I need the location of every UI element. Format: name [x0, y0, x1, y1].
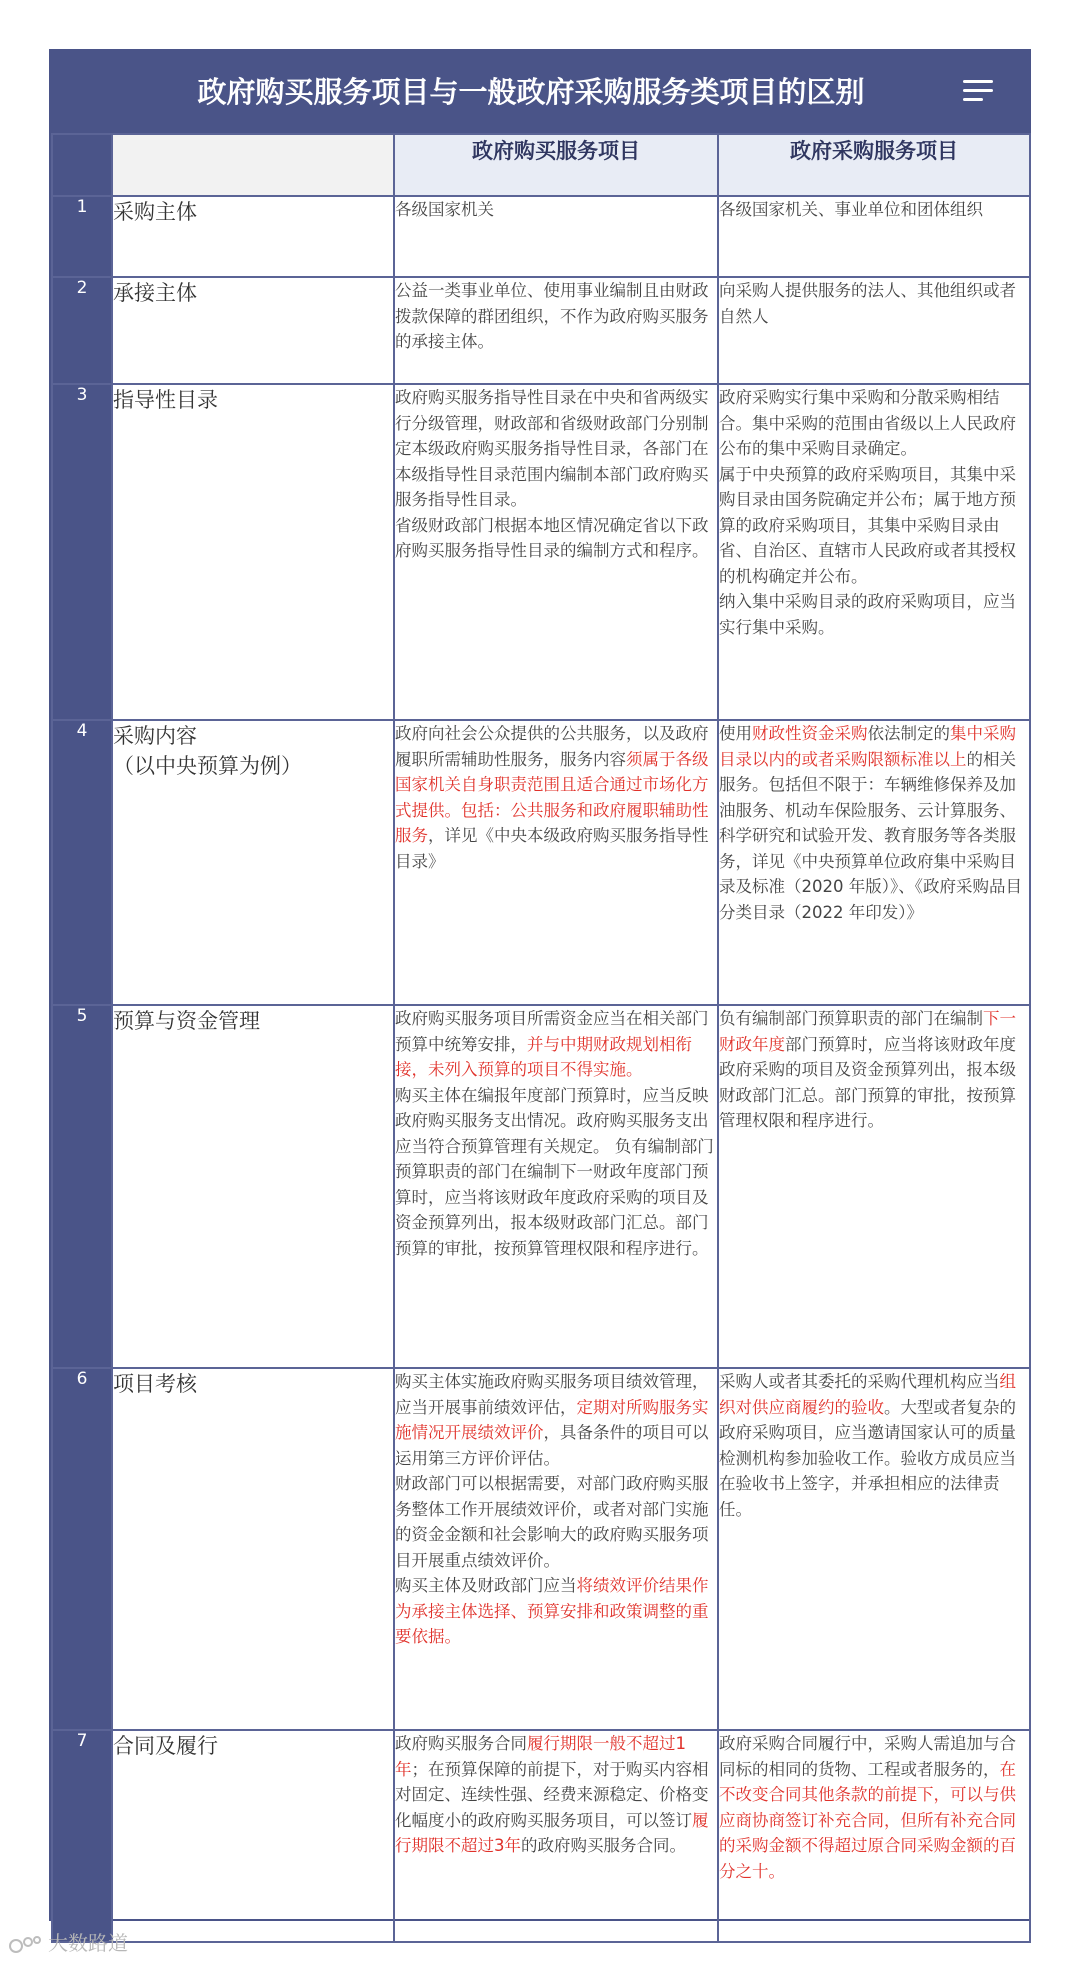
cell-text: 省级财政部门根据本地区情况确定省以下政府购买服务指导性目录的编制方式和程序。	[395, 515, 709, 560]
highlight-text: 履行期限一般不超过1年	[395, 1734, 686, 1779]
cell-text: 政府购买服务指导性目录在中央和省两级实行分级管理，财政部和省级财政部门分别制定本级政府购买服务指导性目录，各部门在本级指导性目录范围内编制本部门政府购买服务指导性目录。	[395, 388, 709, 509]
row-label: 采购内容	[113, 724, 197, 748]
cell-text: 使用	[719, 724, 752, 743]
highlight-text: 并与中期财政规划相衔接，未列入预算的项目不得实施。	[395, 1034, 692, 1079]
table-header-row	[52, 134, 1030, 196]
cell-text: 政府采购合同履行中，采购人需追加与合同标的相同的货物、工程或者服务的，	[719, 1734, 1016, 1779]
table-row	[52, 384, 1030, 720]
highlight-text: 定期对所购服务实施情况开展绩效评价	[395, 1397, 709, 1442]
purchase-service-cell	[394, 277, 718, 384]
cell-text: 的政府购买服务合同。	[521, 1836, 686, 1855]
cell-text: ，详见《中央本级政府购买服务指导性目录》	[395, 826, 709, 871]
cell-text: 政府向社会公众提供的公共服务，以及政府履职所需辅助性服务，服务内容	[395, 724, 709, 769]
highlight-text: 下一财政年度	[719, 1009, 1016, 1054]
watermark-logo-icon	[8, 1934, 42, 1956]
cell-text: 政府购买服务合同	[395, 1734, 527, 1753]
header-num-cell	[52, 134, 112, 196]
cell-text: 公益一类事业单位、使用事业编制且由财政拨款保障的群团组织，不作为政府购买服务的承接主体。	[395, 281, 709, 351]
row-label-cell	[112, 277, 394, 384]
purchase-service-cell	[394, 1730, 718, 1942]
procurement-service-cell	[718, 1368, 1030, 1730]
row-sublabel: （以中央预算为例）	[113, 754, 302, 778]
row-label-cell	[112, 1368, 394, 1730]
row-label: 承接主体	[113, 281, 197, 305]
cell-text: 各级国家机关、事业单位和团体组织	[719, 200, 983, 219]
row-label: 合同及履行	[113, 1734, 218, 1758]
highlight-text: 履行期限不超过3年	[395, 1810, 709, 1855]
highlight-text: 财政性资金采购	[752, 724, 868, 743]
row-label-cell	[112, 196, 394, 277]
purchase-service-cell	[394, 196, 718, 277]
purchase-service-cell	[394, 720, 718, 1005]
cell-text: 依法制定的	[867, 724, 950, 743]
row-label-cell	[112, 720, 394, 1005]
purchase-service-cell	[394, 1368, 718, 1730]
comparison-table	[51, 133, 1031, 1943]
cell-text: 部门预算时，应当将该财政年度政府采购的项目及资金预算列出，报本级财政部门汇总。部门预算的审批，按预算管理权限和程序进行。	[719, 1034, 1016, 1130]
row-label: 预算与资金管理	[113, 1009, 260, 1033]
row-label: 采购主体	[113, 200, 197, 224]
procurement-service-cell	[718, 720, 1030, 1005]
row-label-cell	[112, 1730, 394, 1942]
procurement-service-cell	[718, 1730, 1030, 1942]
row-number: 5	[52, 1005, 112, 1368]
title-bar	[51, 51, 1029, 133]
table-row	[52, 1730, 1030, 1942]
cell-text: 购买主体及财政部门应当	[395, 1576, 577, 1595]
cell-text: 政府采购实行集中采购和分散采购相结合。集中采购的范围由省级以上人民政府公布的集中采购目录确定。	[719, 388, 1016, 458]
watermark-text: 大数路道	[48, 1931, 128, 1955]
cell-text: 属于中央预算的政府采购项目，其集中采购目录由国务院确定并公布；属于地方预算的政府采购项目，其集中采购目录由省、自治区、直辖市人民政府或者其授权的机构确定并公布。	[719, 464, 1016, 586]
cell-text: 财政部门可以根据需要，对部门政府购买服务整体工作开展绩效评价，或者对部门实施的资金金额和社会影响大的政府购买服务项目开展重点绩效评价。	[395, 1474, 709, 1570]
table-row	[52, 277, 1030, 384]
watermark	[8, 1927, 128, 1956]
cell-text: ；在预算保障的前提下，对于购买内容相对固定、连续性强、经费来源稳定、价格变化幅度小的政府购买服务项目，可以签订	[395, 1759, 709, 1830]
cell-text: 购买主体在编报年度部门预算时，应当反映政府购买服务支出情况。政府购买服务支出应当符合预算管理有关规定。 负有编制部门预算职责的部门在编制下一财政年度部门预算时，应当将该财政年度政府采购的项目及资金预算列出，报本级财政部门汇总。部门预算的审批，按预算管理权限和程序进行。	[395, 1085, 714, 1258]
row-number: 3	[52, 384, 112, 720]
row-label-cell	[112, 384, 394, 720]
menu-icon[interactable]	[963, 78, 993, 104]
procurement-service-cell	[718, 384, 1030, 720]
cell-text: 。大型或者复杂的政府采购项目，应当邀请国家认可的质量检测机构参加验收工作。验收方成员应当在验收书上签字，并承担相应的法律责任。	[719, 1397, 1016, 1519]
cell-text: ，具备条件的项目可以运用第三方评价评估。	[395, 1423, 709, 1468]
purchase-service-cell	[394, 384, 718, 720]
highlight-text: 组织对供应商履约的验收	[719, 1372, 1016, 1417]
row-number: 7	[52, 1730, 112, 1942]
cell-text: 负有编制部门预算职责的部门在编制	[719, 1009, 983, 1028]
cell-text: 各级国家机关	[395, 200, 494, 219]
row-label-cell	[112, 1005, 394, 1368]
row-number: 6	[52, 1368, 112, 1730]
table-row	[52, 196, 1030, 277]
procurement-service-cell	[718, 196, 1030, 277]
header-blank-cell	[112, 134, 394, 196]
purchase-service-cell	[394, 1005, 718, 1368]
header-col-a: 政府购买服务项目	[394, 134, 718, 196]
cell-text: 政府购买服务项目所需资金应当在相关部门预算中统筹安排，	[395, 1009, 709, 1054]
cell-text: 采购人或者其委托的采购代理机构应当	[719, 1372, 1000, 1391]
page-title: 政府购买服务项目与一般政府采购服务类项目的区别	[197, 75, 865, 109]
table-row	[52, 1368, 1030, 1730]
procurement-service-cell	[718, 277, 1030, 384]
highlight-text: 须属于各级国家机关自身职责范围且适合通过市场化方式提供。包括：公共服务和政府履职辅助性服务	[395, 749, 709, 845]
comparison-card	[49, 49, 1031, 1921]
row-label: 项目考核	[113, 1372, 197, 1396]
highlight-text: 在不改变合同其他条款的前提下，可以与供应商协商签订补充合同，但所有补充合同的采购金额不得超过原合同采购金额的百分之十。	[719, 1759, 1016, 1881]
table-row	[52, 1005, 1030, 1368]
cell-text: 购买主体实施政府购买服务项目绩效管理，应当开展事前绩效评估，	[395, 1372, 709, 1417]
row-number: 4	[52, 720, 112, 1005]
header-col-b: 政府采购服务项目	[718, 134, 1030, 196]
highlight-text: 集中采购目录以内的或者采购限额标准以上	[719, 724, 1016, 769]
row-number: 1	[52, 196, 112, 277]
cell-text: 纳入集中采购目录的政府采购项目，应当实行集中采购。	[719, 592, 1016, 637]
highlight-text: 将绩效评价结果作为承接主体选择、预算安排和政策调整的重要依据。	[395, 1576, 709, 1646]
procurement-service-cell	[718, 1005, 1030, 1368]
cell-text: 的相关服务。包括但不限于：车辆维修保养及加油服务、机动车保险服务、云计算服务、科学研究和试验开发、教育服务等各类服务，详见《中央预算单位政府集中采购目录及标准（2020 年版）》、《政府采购品目分类目录（2022 年印发）》	[719, 749, 1022, 922]
cell-text: 向采购人提供服务的法人、其他组织或者自然人	[719, 281, 1016, 326]
row-label: 指导性目录	[113, 388, 218, 412]
table-row	[52, 720, 1030, 1005]
row-number: 2	[52, 277, 112, 384]
